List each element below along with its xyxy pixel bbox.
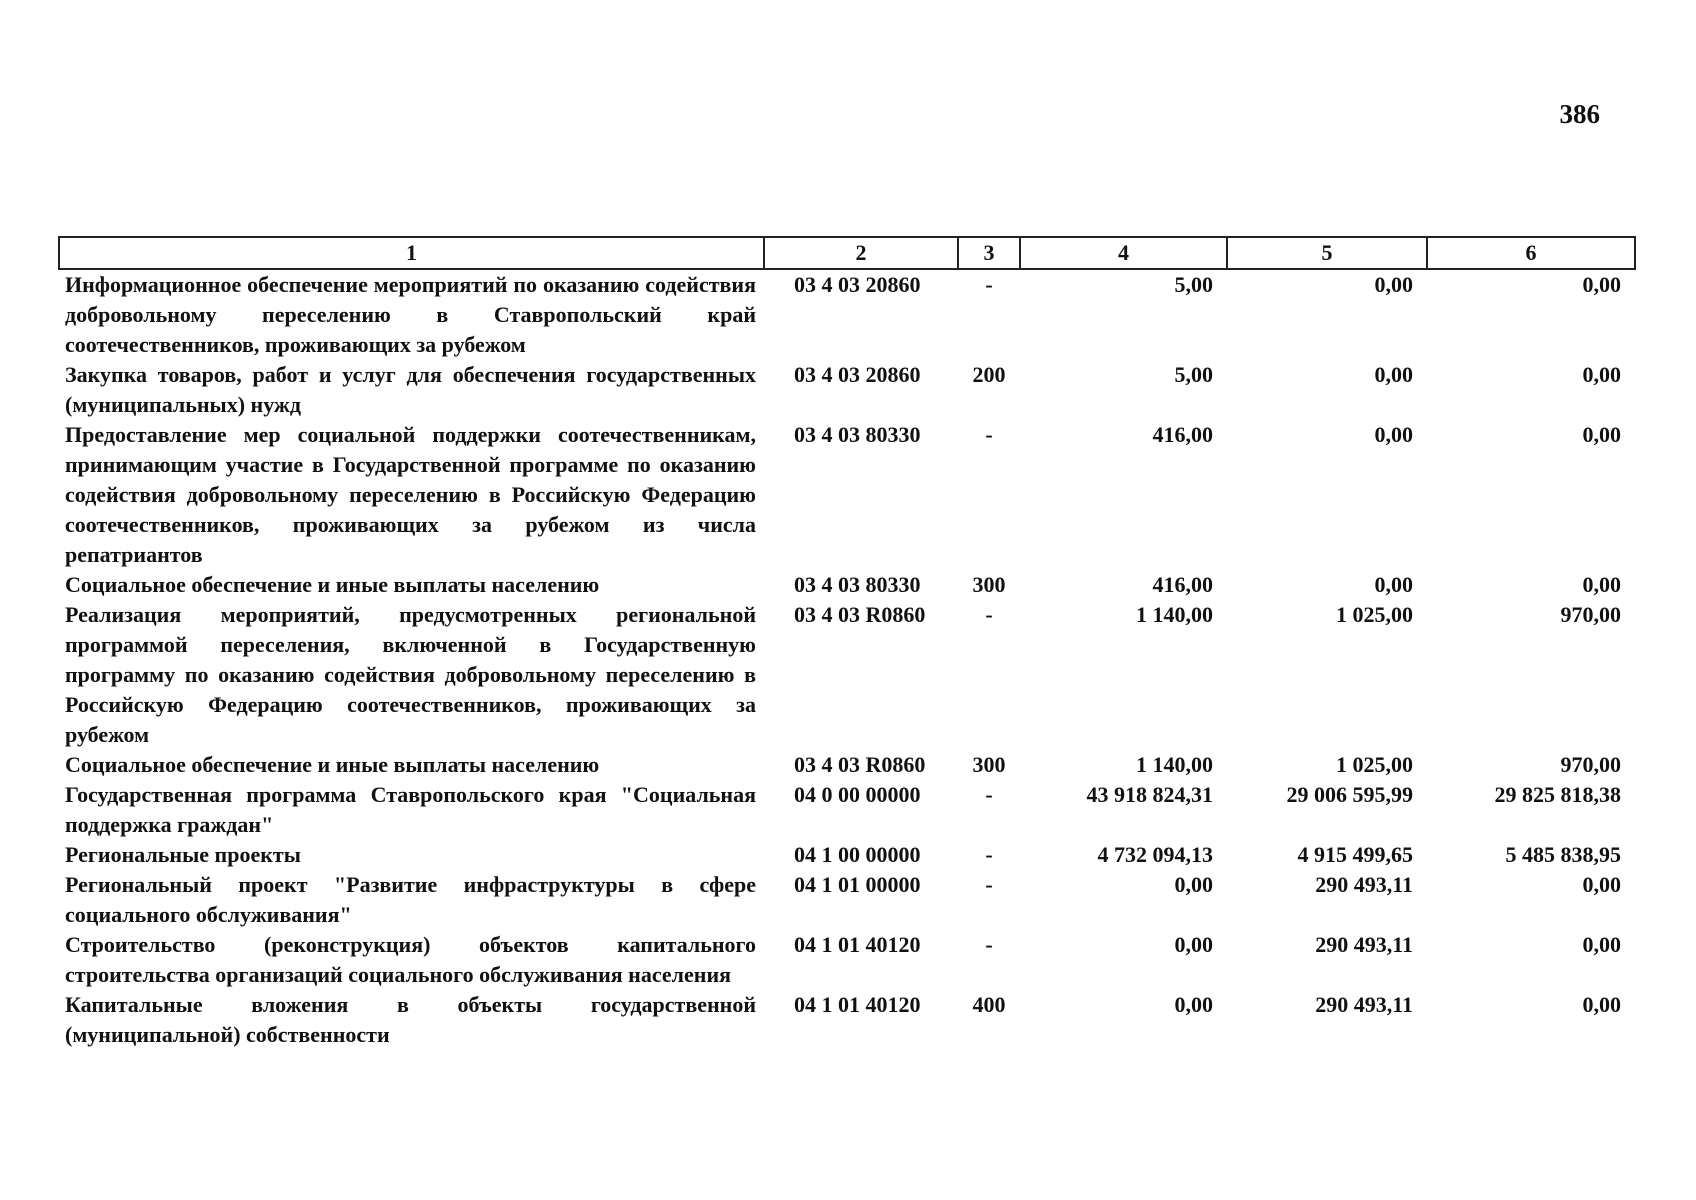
column-header-2: 2	[764, 237, 958, 269]
row-name: Социальное обеспечение и иные выплаты населению	[65, 752, 600, 777]
row-value-6: 0,00	[1582, 992, 1621, 1017]
row-type: -	[985, 602, 993, 627]
table-row	[59, 600, 1635, 750]
row-value-6: 0,00	[1582, 362, 1621, 387]
table-row	[59, 269, 1635, 360]
row-type: -	[985, 872, 993, 897]
row-code: 03 4 03 20860	[794, 272, 921, 297]
row-code: 04 1 01 40120	[794, 992, 921, 1017]
row-value-6: 970,00	[1560, 752, 1621, 777]
row-value-4: 1 140,00	[1136, 752, 1213, 777]
table-row	[59, 750, 1635, 780]
row-value-6: 0,00	[1582, 932, 1621, 957]
row-value-6: 5 485 838,95	[1505, 842, 1621, 867]
row-value-6: 0,00	[1582, 572, 1621, 597]
column-header-5: 5	[1227, 237, 1427, 269]
column-header-1: 1	[59, 237, 764, 269]
table-row	[59, 570, 1635, 600]
table-row	[59, 930, 1635, 990]
row-value-5: 0,00	[1374, 422, 1413, 447]
row-value-5: 0,00	[1374, 362, 1413, 387]
table-row	[59, 870, 1635, 930]
row-type: 200	[972, 362, 1006, 387]
row-name: Социальное обеспечение и иные выплаты населению	[65, 572, 600, 597]
row-code: 04 0 00 00000	[794, 782, 921, 807]
row-value-5: 1 025,00	[1336, 602, 1413, 627]
row-name: Строительство (реконструкция) объектов капитального строительства организаций социального обслуживания населения	[65, 932, 756, 987]
page-number: 386	[1559, 99, 1600, 129]
row-code: 03 4 03 20860	[794, 362, 921, 387]
budget-table	[58, 236, 1636, 1050]
row-value-4: 416,00	[1152, 572, 1213, 597]
table-row	[59, 780, 1635, 840]
row-value-6: 970,00	[1560, 602, 1621, 627]
row-type: 400	[972, 992, 1006, 1017]
row-code: 03 4 03 R0860	[794, 602, 926, 627]
row-value-4: 416,00	[1152, 422, 1213, 447]
row-code: 03 4 03 80330	[794, 572, 921, 597]
table-row	[59, 360, 1635, 420]
row-value-5: 29 006 595,99	[1286, 782, 1413, 807]
row-value-5: 0,00	[1374, 572, 1413, 597]
row-value-4: 0,00	[1174, 932, 1213, 957]
row-name: Предоставление мер социальной поддержки соотечественникам, принимающим участие в Государственной программе по оказанию содействия добровольному переселению в Российскую Федерацию соотечественников, проживающих за рубежом из числа репатриантов	[65, 422, 756, 567]
row-code: 04 1 00 00000	[794, 842, 921, 867]
row-value-4: 0,00	[1174, 872, 1213, 897]
row-code: 04 1 01 00000	[794, 872, 921, 897]
row-code: 03 4 03 80330	[794, 422, 921, 447]
row-code: 03 4 03 R0860	[794, 752, 926, 777]
row-value-4: 0,00	[1174, 992, 1213, 1017]
row-name: Государственная программа Ставропольского края "Социальная поддержка граждан"	[65, 782, 756, 837]
row-name: Реализация мероприятий, предусмотренных региональной программой переселения, включенной в Государственную программу по оказанию содействия добровольному переселению в Российскую Федерацию соотечественников, проживающих за рубежом	[65, 602, 756, 747]
row-name: Капитальные вложения в объекты государственной (муниципальной) собственности	[65, 992, 756, 1047]
row-value-6: 0,00	[1582, 872, 1621, 897]
table-row	[59, 990, 1635, 1050]
row-type: -	[985, 782, 993, 807]
row-value-5: 4 915 499,65	[1297, 842, 1413, 867]
row-value-6: 0,00	[1582, 422, 1621, 447]
row-value-5: 0,00	[1374, 272, 1413, 297]
row-value-6: 0,00	[1582, 272, 1621, 297]
column-header-6: 6	[1427, 237, 1635, 269]
row-value-4: 5,00	[1174, 362, 1213, 387]
table-header-row	[59, 237, 1635, 269]
row-value-5: 290 493,11	[1315, 992, 1413, 1017]
row-value-5: 1 025,00	[1336, 752, 1413, 777]
row-value-4: 5,00	[1174, 272, 1213, 297]
row-type: -	[985, 422, 993, 447]
row-name: Региональные проекты	[65, 842, 301, 867]
row-code: 04 1 01 40120	[794, 932, 921, 957]
row-type: -	[985, 842, 993, 867]
row-type: 300	[972, 752, 1006, 777]
table-row	[59, 840, 1635, 870]
column-header-4: 4	[1020, 237, 1227, 269]
row-value-4: 1 140,00	[1136, 602, 1213, 627]
row-type: -	[985, 932, 993, 957]
row-name: Закупка товаров, работ и услуг для обеспечения государственных (муниципальных) нужд	[65, 362, 756, 417]
column-header-3: 3	[958, 237, 1020, 269]
row-name: Региональный проект "Развитие инфраструктуры в сфере социального обслуживания"	[65, 872, 756, 927]
row-value-4: 4 732 094,13	[1097, 842, 1213, 867]
row-type: -	[985, 272, 993, 297]
row-name: Информационное обеспечение мероприятий по оказанию содействия добровольному переселению в Ставропольский край соотечественников, проживающих за рубежом	[65, 272, 756, 357]
table-row	[59, 420, 1635, 570]
row-type: 300	[972, 572, 1006, 597]
row-value-4: 43 918 824,31	[1086, 782, 1213, 807]
row-value-5: 290 493,11	[1315, 872, 1413, 897]
row-value-5: 290 493,11	[1315, 932, 1413, 957]
row-value-6: 29 825 818,38	[1494, 782, 1621, 807]
